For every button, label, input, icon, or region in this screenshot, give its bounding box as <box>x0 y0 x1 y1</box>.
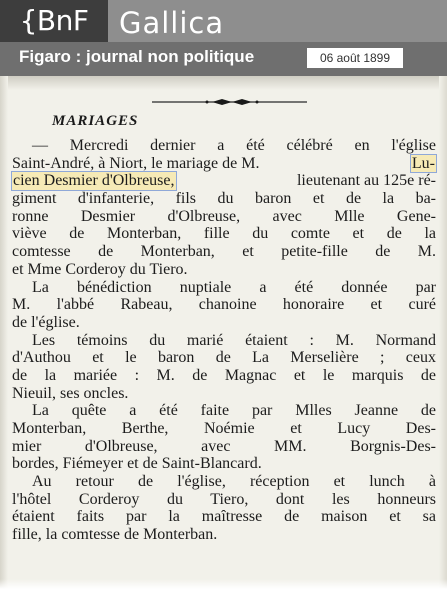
document-title: Figaro : journal non politique <box>19 47 255 66</box>
article-line <box>12 155 436 173</box>
article-line: et Mme Corderoy du Tiero. <box>12 260 188 278</box>
article-line: — Mercredi dernier a été célébré en l'église <box>32 137 436 154</box>
article-line <box>12 172 436 190</box>
scan-cutoff-fade <box>0 579 447 589</box>
article-line: Monterban, Berthe, Noémie et Lucy Des- <box>12 420 436 437</box>
article-line: Au retour de l'église, réception et lunch à <box>32 473 436 491</box>
site-title[interactable]: Gallica <box>119 6 225 40</box>
article-line-text: lieutenant au 125e ré- <box>296 172 436 190</box>
article-line: d'Authou et le baron de La Merselière ; ceux <box>12 349 436 367</box>
article-line: bordes, Fiémeyer et de Saint-Blancard. <box>12 455 262 473</box>
brand-bar <box>0 0 447 42</box>
article-body <box>12 137 436 544</box>
highlighted-search-term[interactable]: cien Desmier d'Olbreuse, <box>13 172 175 190</box>
article-line: giment d'infanterie, fils du baron et de la ba- <box>12 190 436 208</box>
document-date: 06 août 1899 <box>307 48 403 68</box>
article-line: comtesse de Monterban, et petite-fille de M. <box>12 243 436 261</box>
scan-shadow-right <box>439 76 447 589</box>
separator-ornament <box>152 98 307 106</box>
article-line: viève de Monterban, fille du comte et de la <box>12 225 436 243</box>
article-line: de la mariée : M. de Magnac et le marquis de <box>12 366 436 384</box>
bnf-logo[interactable]: {BnF <box>0 0 108 42</box>
article-line: de l'église. <box>12 313 80 331</box>
article-line: étaient faits par la maîtresse de maison et sa <box>12 508 436 526</box>
newspaper-scan[interactable] <box>0 76 447 589</box>
highlighted-search-term[interactable]: Lu- <box>411 154 435 172</box>
article-line: ronne Desmier d'Olbreuse, avec Mlle Gene- <box>12 207 436 225</box>
document-title-bar <box>0 42 447 76</box>
section-heading: MARIAGES <box>52 113 139 129</box>
article-line: La quête a été faite par Mlles Jeanne de <box>32 402 436 420</box>
scan-shadow-top <box>0 76 447 90</box>
article-line: mier d'Olbreuse, avec MM. Borgnis-Des- <box>12 437 436 455</box>
article-line: M. l'abbé Rabeau, chanoine honoraire et curé <box>12 296 436 314</box>
article-line-text: Saint-André, à Niort, le mariage de M. <box>12 154 260 172</box>
article-line: Les témoins du marié étaient : M. Normand <box>32 331 436 349</box>
article-line: La bénédiction nuptiale a été donnée par <box>32 278 436 296</box>
scan-shadow-left <box>0 76 8 589</box>
article-line: Nieuil, ses oncles. <box>12 384 129 402</box>
article-line: l'hôtel Corderoy du Tiero, dont les honneurs <box>12 490 436 508</box>
article-line: fille, la comtesse de Monterban. <box>12 526 218 544</box>
